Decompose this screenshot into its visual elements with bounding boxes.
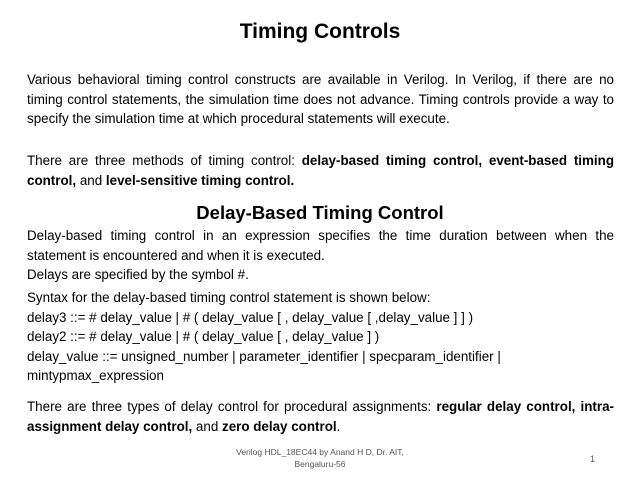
types-lead: There are three types of delay control for procedural assignments: [27, 399, 437, 414]
delay-symbol-note: Delays are specified by the symbol #. [27, 267, 249, 282]
syntax-block [27, 288, 614, 386]
slide-footer [210, 446, 430, 470]
type-regular-intra: regular delay control, intra-assignment delay control, [27, 399, 614, 434]
footer-line-1: Verilog HDL_18EC44 by Anand H D, Dr. AIT, [236, 447, 404, 457]
delay-types-paragraph [27, 397, 614, 436]
method-delay-event: delay-based timing control, event-based timing control, [27, 153, 614, 188]
types-joiner: and [192, 418, 222, 434]
methods-lead: There are three methods of timing control: [27, 153, 302, 168]
syntax-intro: Syntax for the delay-based timing control statement is shown below: [27, 290, 431, 305]
syntax-delay3: delay3 ::= # delay_value | # ( delay_value [ , delay_value [ ,delay_value ] ] ) [27, 309, 474, 325]
intro-paragraph: Various behavioral timing control constructs are available in Verilog. In Verilog, if there are no timing control statements, the simulation time does not advance. Timing controls provide a way to specify the simulation time at which procedural statements will execute. [27, 72, 614, 127]
delay-description: Delay-based timing control in an expression specifies the time duration between when the statement is encountered and when it is executed. [27, 228, 614, 263]
slide-title: Timing Controls [239, 20, 401, 43]
methods-joiner: and [76, 172, 106, 188]
method-level-sensitive: level-sensitive timing control. [105, 172, 295, 188]
page-number: 1 [590, 454, 596, 464]
type-zero-delay: zero delay control [222, 418, 337, 434]
syntax-delay2: delay2 ::= # delay_value | # ( delay_value [ , delay_value ] ) [27, 329, 380, 345]
section-heading: Delay-Based Timing Control [196, 202, 444, 223]
footer-line-2: Bengaluru-56 [294, 459, 346, 469]
syntax-mintypmax: mintypmax_expression [27, 368, 164, 384]
syntax-delay-value: delay_value ::= unsigned_number | parameter_identifier | specparam_identifier | [27, 348, 501, 364]
types-end: . [336, 418, 341, 434]
methods-paragraph [27, 151, 614, 190]
